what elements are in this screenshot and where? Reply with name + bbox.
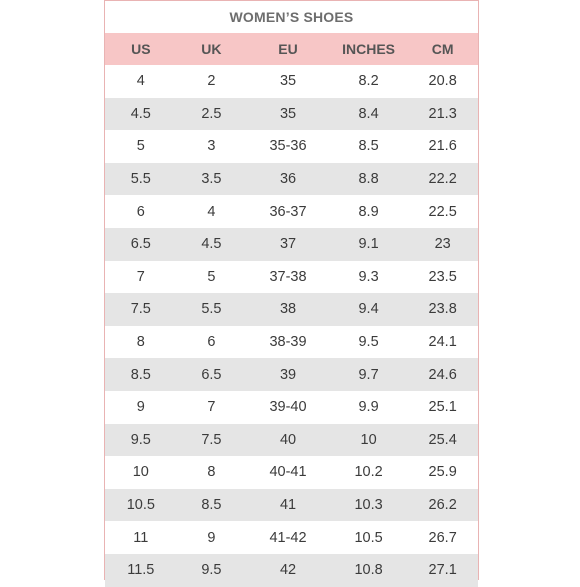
cell-us: 4.5 <box>130 105 151 122</box>
column-header-eu: EU <box>278 41 298 57</box>
cell-eu: 36-37 <box>269 203 307 220</box>
cell-inches: 9.7 <box>358 366 379 383</box>
cell-us: 5 <box>136 138 145 155</box>
table-row <box>105 293 478 326</box>
cell-eu: 41 <box>279 497 297 514</box>
cell-eu: 35 <box>279 105 297 122</box>
cell-inches: 10.8 <box>354 562 383 579</box>
cell-eu: 36 <box>279 171 297 188</box>
cell-us: 11 <box>133 529 149 546</box>
size-chart <box>104 0 479 580</box>
cell-eu: 39 <box>279 366 297 383</box>
cell-eu: 40 <box>279 431 297 448</box>
table-row <box>105 163 478 196</box>
cell-cm: 23 <box>434 236 451 253</box>
cell-us: 6 <box>136 203 145 220</box>
cell-cm: 25.9 <box>428 464 457 481</box>
header-row <box>105 33 478 65</box>
cell-cm: 25.1 <box>428 399 457 416</box>
table-row <box>105 130 478 163</box>
table-row <box>105 456 478 489</box>
cell-eu: 37-38 <box>269 268 307 285</box>
cell-eu: 35-36 <box>269 138 307 155</box>
cell-uk: 7.5 <box>201 431 222 448</box>
table-row <box>105 358 478 391</box>
cell-inches: 10.2 <box>354 464 383 481</box>
cell-uk: 5 <box>207 268 216 285</box>
table-row <box>105 261 478 294</box>
table-row <box>105 391 478 424</box>
cell-uk: 4.5 <box>201 236 222 253</box>
table-row <box>105 554 478 587</box>
table-row <box>105 228 478 261</box>
cell-uk: 6.5 <box>201 366 222 383</box>
cell-uk: 4 <box>207 203 216 220</box>
cell-cm: 24.6 <box>428 366 457 383</box>
cell-cm: 23.8 <box>428 301 457 318</box>
cell-uk: 9.5 <box>201 562 222 579</box>
cell-uk: 8.5 <box>201 497 222 514</box>
cell-cm: 27.1 <box>428 562 457 579</box>
cell-inches: 8.9 <box>358 203 379 220</box>
cell-cm: 23.5 <box>428 268 457 285</box>
cell-eu: 38-39 <box>269 334 307 351</box>
cell-us: 10 <box>132 464 149 481</box>
cell-eu: 37 <box>279 236 297 253</box>
cell-uk: 3.5 <box>201 171 222 188</box>
cell-cm: 26.7 <box>428 529 457 546</box>
column-header-uk: UK <box>201 41 222 57</box>
table-row <box>105 195 478 228</box>
cell-inches: 8.2 <box>358 73 379 90</box>
cell-inches: 10.3 <box>354 497 383 514</box>
cell-us: 10.5 <box>126 497 155 514</box>
table-row <box>105 489 478 522</box>
cell-us: 5.5 <box>130 171 151 188</box>
cell-us: 7.5 <box>130 301 151 318</box>
cell-cm: 26.2 <box>428 497 457 514</box>
cell-uk: 2 <box>207 73 216 90</box>
cell-eu: 40-41 <box>269 464 307 481</box>
cell-inches: 9.9 <box>358 399 379 416</box>
cell-eu: 38 <box>279 301 297 318</box>
cell-us: 9.5 <box>130 431 151 448</box>
cell-uk: 6 <box>207 334 216 351</box>
cell-uk: 8 <box>207 464 216 481</box>
column-header-cm: CM <box>431 41 454 57</box>
cell-inches: 8.5 <box>358 138 379 155</box>
table-body <box>105 65 478 587</box>
cell-eu: 41-42 <box>269 529 307 546</box>
cell-us: 11.5 <box>127 562 155 579</box>
cell-uk: 9 <box>207 529 216 546</box>
cell-us: 8.5 <box>130 366 151 383</box>
chart-title: WOMEN’S SHOES <box>229 9 354 25</box>
cell-eu: 42 <box>279 562 297 579</box>
cell-cm: 22.5 <box>428 203 457 220</box>
cell-inches: 10 <box>360 431 377 448</box>
cell-us: 9 <box>136 399 145 416</box>
cell-us: 4 <box>136 73 145 90</box>
cell-cm: 22.2 <box>428 171 457 188</box>
column-header-us: US <box>131 41 151 57</box>
cell-cm: 24.1 <box>428 334 457 351</box>
column-header-inches: INCHES <box>342 41 396 57</box>
cell-uk: 3 <box>207 138 216 155</box>
cell-uk: 2.5 <box>201 105 222 122</box>
cell-inches: 10.5 <box>354 529 383 546</box>
cell-cm: 25.4 <box>428 431 457 448</box>
cell-inches: 9.4 <box>358 301 379 318</box>
cell-cm: 21.6 <box>428 138 457 155</box>
table-row <box>105 65 478 98</box>
cell-cm: 20.8 <box>428 73 457 90</box>
cell-inches: 8.8 <box>358 171 379 188</box>
cell-us: 6.5 <box>130 236 151 253</box>
table-row <box>105 98 478 131</box>
table-row <box>105 521 478 554</box>
cell-us: 7 <box>136 268 145 285</box>
cell-cm: 21.3 <box>428 105 457 122</box>
table-row <box>105 326 478 359</box>
cell-uk: 5.5 <box>201 301 222 318</box>
cell-inches: 9.3 <box>358 268 379 285</box>
cell-uk: 7 <box>207 399 216 416</box>
cell-us: 8 <box>136 334 145 351</box>
table-row <box>105 424 478 457</box>
cell-eu: 39-40 <box>269 399 307 416</box>
cell-inches: 9.1 <box>358 236 379 253</box>
cell-eu: 35 <box>279 73 297 90</box>
cell-inches: 9.5 <box>358 334 379 351</box>
cell-inches: 8.4 <box>358 105 379 122</box>
